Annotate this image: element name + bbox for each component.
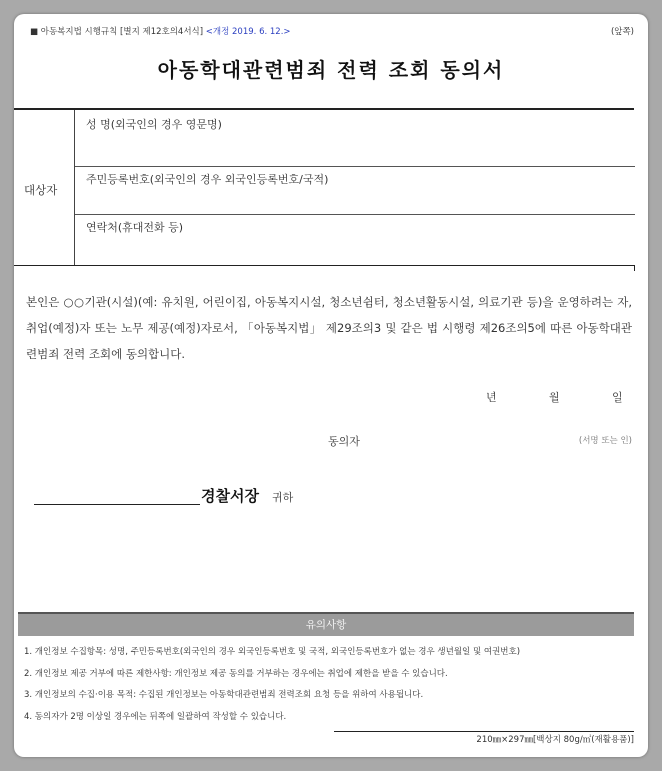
name-field[interactable]: 성 명(외국인의 경우 영문명) — [86, 118, 222, 131]
form-title: 아동학대관련범죄 전력 조회 동의서 — [157, 58, 505, 82]
footer-divider — [334, 731, 634, 732]
notice-item: 1. 개인정보 수집항목: 성명, 주민등록번호(외국인의 경우 외국인등록번호 및 국적, 외국인등록번호가 없는 경우 생년월일 및 여권번호) — [24, 647, 521, 657]
notice-list — [24, 642, 636, 728]
table-end-tick — [634, 265, 635, 271]
revision-date: <개정 2019. 6. 12.> — [205, 27, 291, 37]
form-page — [14, 14, 648, 757]
signature-field[interactable]: (서명 또는 인) — [578, 436, 632, 446]
police-station-blank[interactable] — [34, 504, 200, 505]
recipient-suffix: 귀하 — [272, 491, 294, 504]
row-divider — [75, 214, 635, 215]
subject-column-divider — [74, 110, 75, 266]
notice-item: 2. 개인정보 제공 거부에 따른 제한사항: 개인정보 제공 동의를 거부하는 경우에는 취업에 제한을 받을 수 있습니다. — [24, 668, 448, 679]
notice-item: 3. 개인정보의 수집·이용 목적: 수집된 개인정보는 아동학대관련범죄 전력조회 요청 등을 위하여 사용됩니다. — [24, 690, 424, 700]
consent-statement: 본인은 ○○기관(시설)(예: 유치원, 어린이집, 아동복지시설, 청소년쉼터, 청소년활동시설, 의료기관 등)을 운영하려는 자, 취업(예정)자 또는 노무 제공(예정)자로서, 「아동복지법」 제29조의3 및 같은 법 시행령 제26조의5에 따른 아동학대관련범죄 전력 조회에 동의합니다. — [26, 295, 632, 361]
top-divider — [14, 108, 634, 110]
date-day[interactable]: 일 — [612, 391, 623, 404]
subject-label: 대상자 — [24, 183, 58, 197]
registration-number-field[interactable]: 주민등록번호(외국인의 경우 외국인등록번호/국적) — [86, 173, 329, 186]
date-year[interactable]: 년 — [486, 391, 497, 404]
police-chief-label: 경찰서장 — [201, 487, 259, 505]
notice-header: 유의사항 — [18, 612, 634, 636]
notice-item: 4. 동의자가 2명 이상일 경우에는 뒤쪽에 일괄하여 작성할 수 있습니다. — [24, 711, 287, 722]
table-bottom-divider — [14, 265, 634, 266]
paper-spec: 210㎜×297㎜[백상지 80g/㎡(재활용품)] — [476, 735, 634, 745]
page-side-label: (앞쪽) — [610, 27, 634, 37]
regulation-text: ■ 아동복지법 시행규칙 [별지 제12호의4서식] — [30, 27, 204, 37]
date-month[interactable]: 월 — [549, 391, 560, 404]
regulation-line — [30, 25, 291, 37]
row-divider — [75, 166, 635, 167]
consenter-label: 동의자 — [328, 435, 360, 448]
contact-field[interactable]: 연락처(휴대전화 등) — [86, 221, 184, 234]
